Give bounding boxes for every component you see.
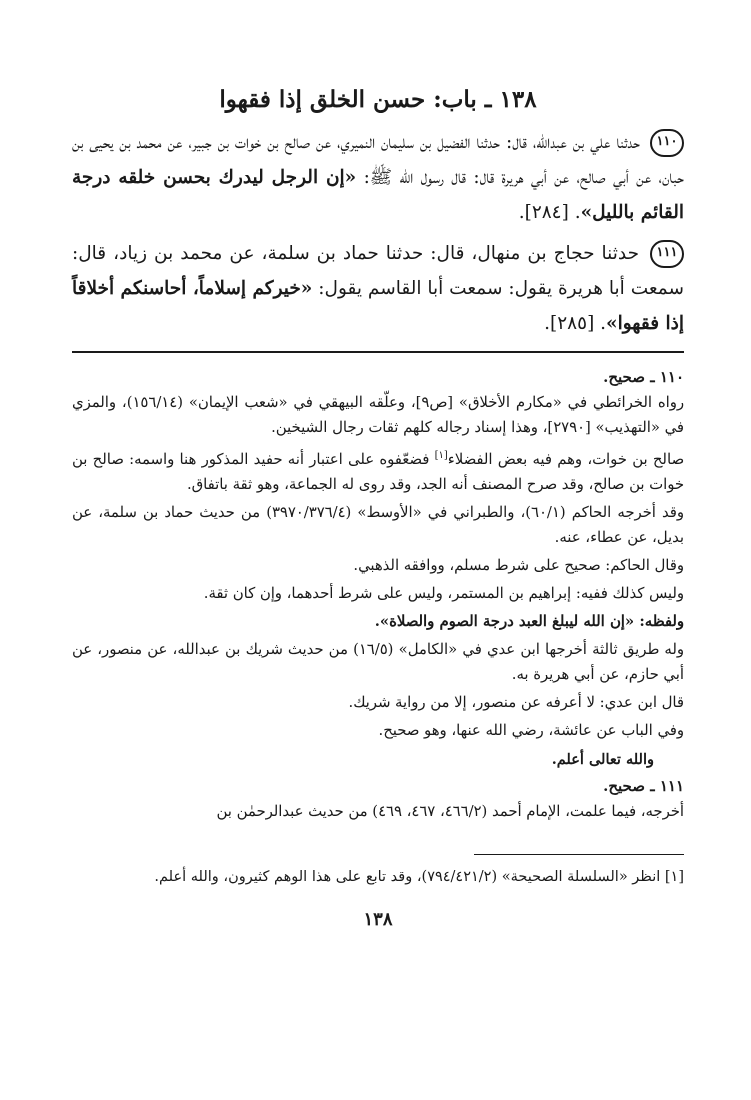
closing-formula: والله تعالى أعلم.: [551, 750, 654, 768]
footnote-marker[interactable]: [١]: [434, 450, 448, 461]
hadith-ref: . [٢٨٤].: [518, 202, 581, 223]
hadith-110: [72, 125, 684, 230]
note-110-heading: ١١٠ ـ صحيح.: [603, 368, 684, 386]
hadith-number-badge: ١١٠: [650, 129, 684, 157]
hadith-ref: . [٢٨٥].: [544, 313, 607, 334]
note-110-para-7: وله طريق ثالثة أخرجها ابن عدي في «الكامل» (١٦/٥) من حديث شريك بن عبدالله، عن منصور، عن أبي حازم، عن أبي هريرة به.: [72, 640, 684, 683]
hadith-text: حدثنا علي بن عبدالله، قال: حدثنا الفضيل بن سليمان النميري، عن صالح بن خوات بن جبير، عن محمد بن يحيى بن حبان، عن أبي صالح، عن أبي هريرة قال: قال رسول الله ﷺ:: [72, 132, 685, 188]
hadith-111: [72, 236, 684, 341]
note-110-para-1: رواه الخرائطي في «مكارم الأخلاق» [ص٩]، وعلّقه البيهقي في «شعب الإيمان» (١٥٦/١٤)، والمزي في «التهذيب» [٢٧٩٠]، وهذا إسناد رجاله كلهم ثقات رجال الشيخين.: [72, 394, 684, 436]
note-110-para-5: وليس كذلك ففيه: إبراهيم بن المستمر، وليس على شرط أحدهما، وإن كان ثقة.: [203, 584, 684, 602]
note-text: فضعّفوه على اعتبار أنه حفيد المذكور هنا واسمه: صالح بن خوات بن صالح، وقد صرح المصنف أنه الجد، وقد روى له الجماعة، وهو ثقة باتفاق.: [72, 450, 684, 493]
note-111-para-1: أخرجه، فيما علمت، الإمام أحمد (٤٦٦/٢، ٤٦٧، ٤٦٩) من حديث عبدالرحمٰن بن: [216, 802, 684, 820]
note-110-para-2: [72, 443, 684, 497]
footnote: [١] انظر «السلسلة الصحيحة» (٧٩٤/٤٢١/٢)، وقد تابع على هذا الوهم كثيرون، والله أعلم.: [154, 868, 684, 885]
note-quote: «إن الله ليبلغ العبد درجة الصوم والصلاة».: [374, 612, 635, 630]
footnote-divider: [474, 854, 684, 855]
hadith-matn: «خيركم إسلاماً، أحاسنكم أخلاقاً إذا فقهوا»: [72, 278, 684, 334]
note-text: صالح بن خوات، وهم فيه بعض الفضلاء: [447, 450, 685, 468]
note-110-para-3: وقد أخرجه الحاكم (٦٠/١)، والطبراني في «الأوسط» (٣٩٧٠/٣٧٦/٤) من حديث حماد بن سلمة، عن بديل، عن عطاء، عنه.: [72, 503, 684, 546]
note-110-para-8: قال ابن عدي: لا أعرفه عن منصور، إلا من رواية شريك.: [348, 693, 684, 711]
hadith-number-badge: ١١١: [650, 240, 684, 268]
note-110-para-6: [72, 609, 684, 634]
note-label: ولفظه:: [634, 612, 684, 630]
book-page: [72, 78, 684, 930]
hadith-text: حدثنا حجاج بن منهال، قال: حدثنا حماد بن سلمة، عن محمد بن زياد، قال: سمعت أبا هريرة يقول: سمعت أبا القاسم يقول:: [72, 243, 684, 299]
page-number: ١٣٨: [363, 908, 393, 930]
chapter-title: ١٣٨ ـ باب: حسن الخلق إذا فقهوا: [219, 86, 537, 113]
hadith-matn: «إن الرجل ليدرك بحسن خلقه درجة القائم بالليل»: [72, 167, 684, 223]
notes-divider: [72, 351, 684, 353]
note-111-heading: ١١١ ـ صحيح.: [603, 776, 684, 795]
note-110-para-4: وقال الحاكم: صحيح على شرط مسلم، ووافقه الذهبي.: [353, 556, 684, 574]
note-110-para-9: وفي الباب عن عائشة، رضي الله عنها، وهو صحيح.: [378, 721, 684, 739]
